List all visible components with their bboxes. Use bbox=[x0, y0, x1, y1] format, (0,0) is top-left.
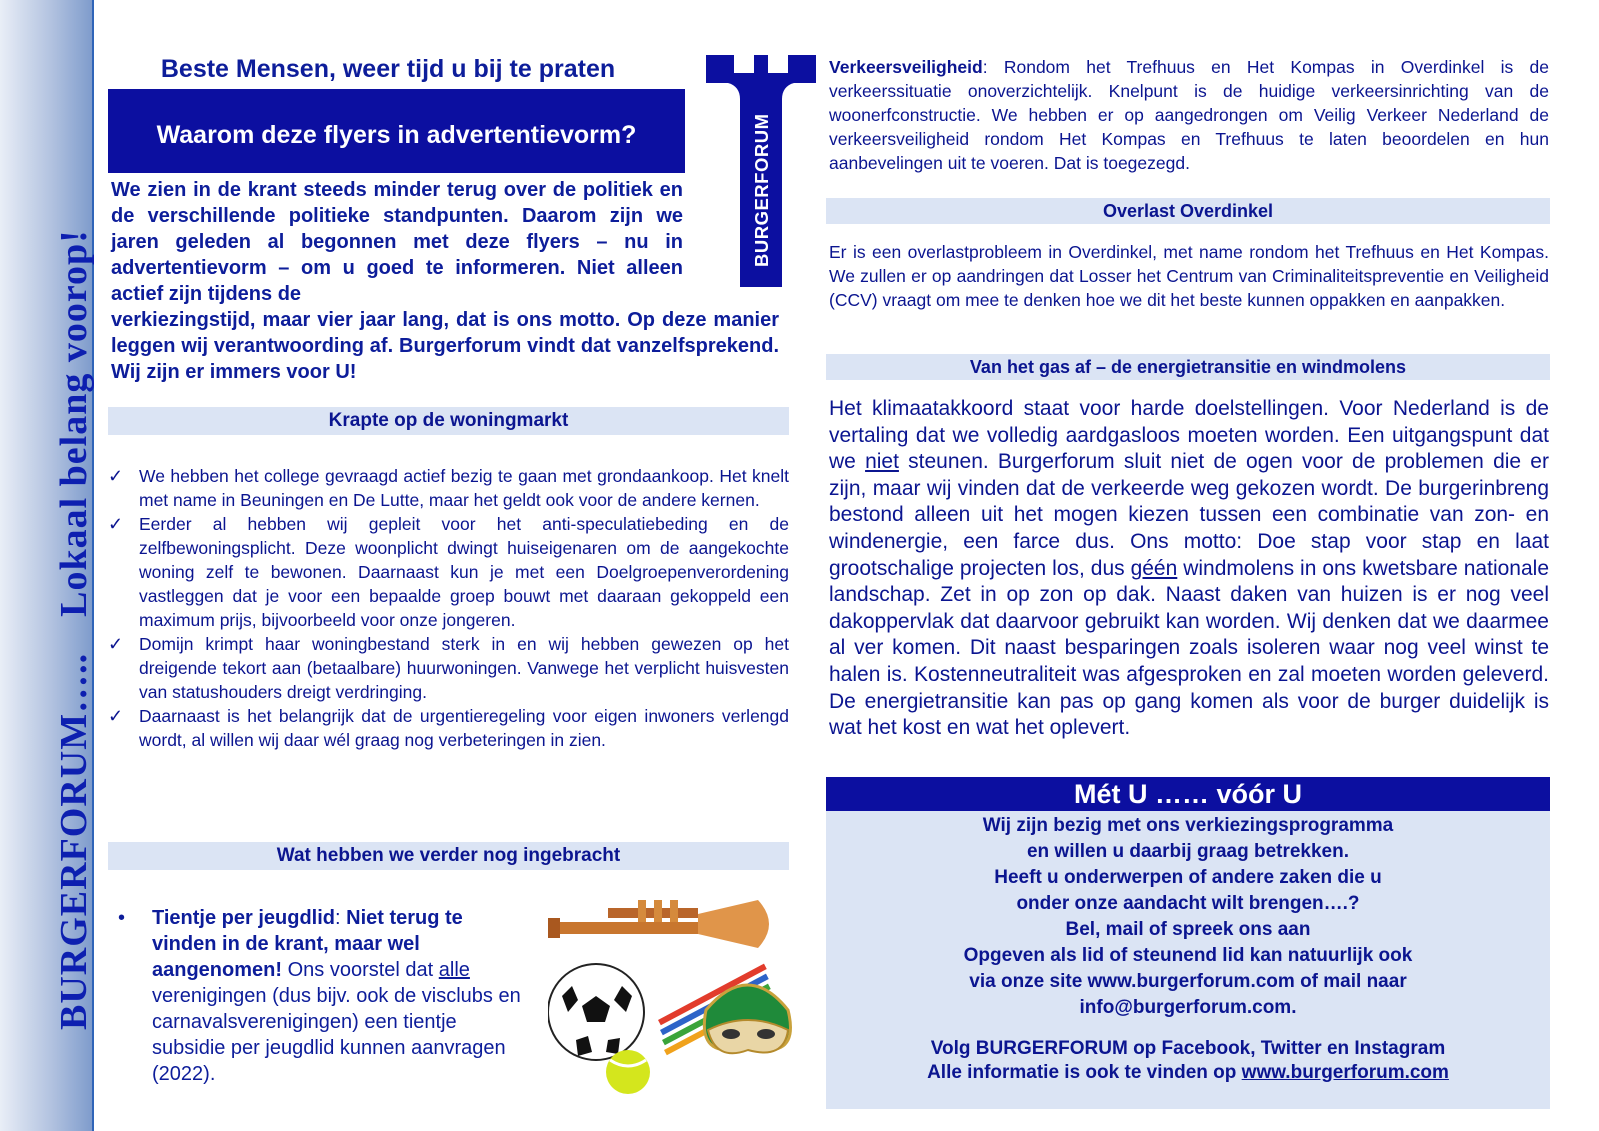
intro-text-narrow: We zien in de krant steeds minder terug over de politiek en de verschillende politieke standpunten. Daarom zijn we jaren geleden al begonnen met deze flyers – nu in advertentievorm – om u goed te informeren. Niet alleen actief zijn tijdens de bbox=[111, 179, 683, 305]
list-item: ✓ Eerder al hebben wij gepleit voor het anti-speculatiebeding en de zelfbewoningsplicht. Deze woonplicht dwingt huiseigenaren om de aangekochte woning zelf te bewonen. Daarnaast kun je met een Doelgroepenverordening vastleggen dat je voor een bepaalde groep bouwt met daaraan gekoppeld een maximum prijs, bijvoorbeeld voor onze jongeren. bbox=[108, 514, 789, 630]
illustration bbox=[548, 900, 818, 1110]
trumpet-icon bbox=[548, 900, 769, 948]
traffic-title: Verkeersveiligheid bbox=[829, 57, 983, 77]
traffic-paragraph: Verkeersveiligheid: Rondom het Trefhuus en Het Kompas in Overdinkel is de verkeerssituatie onoverzichtelijk. Knelpunt is de huidige verkeersinrichting van de woonerfconstructie. We hebben er op aangedrongen om Veilig Verkeer Nederland de verkeersveiligheid rondom Het Kompas en Trefhuus te laten beoordelen en hun aanbevelingen uit te voeren. Dat is toegezegd. bbox=[829, 57, 1549, 173]
nuisance-paragraph: Er is een overlastprobleem in Overdinkel, met name rondom het Trefhuus en Het Kompas. We zullen er op aandringen dat Losser het Centrum van Criminaliteitspreventie en Veiligheid (CCV) vraagt om mee te denken hoe we dit het beste kunnen oppakken en aanpakken. bbox=[829, 242, 1549, 310]
social-line: Volg BURGERFORUM op Facebook, Twitter en Instagram bbox=[930, 1038, 1446, 1059]
sidebar-slogan-left: BURGERFORUM….. bbox=[53, 652, 95, 1030]
logo-text: BURGERFORUM bbox=[751, 113, 772, 267]
section-heading-energy: Van het gas af – de energietransitie en windmolens bbox=[826, 354, 1550, 380]
youth-subsidy-item bbox=[116, 905, 526, 1087]
contact-heading: Mét U …… vóór U bbox=[826, 777, 1550, 811]
section-heading-nuisance: Overlast Overdinkel bbox=[826, 198, 1550, 224]
intro-paragraph bbox=[111, 177, 779, 385]
youth-subsidy-text: Tientje per jeugdlid: Niet terug te vinden in de krant, maar wel aangenomen! Ons voorstel dat alle verenigingen (dus bijv. ook de visclubs en carnavalsverenigingen) een tientje subsidie per jeugdlid kunnen aanvragen (2022). bbox=[152, 907, 521, 1085]
sidebar bbox=[0, 0, 94, 1131]
list-item: ✓ Daarnaast is het belangrijk dat de urgentieregeling voor eigen inwoners verlengd wordt, al willen wij daar wél graag nog verbeteringen in zien. bbox=[108, 706, 789, 750]
banner bbox=[108, 89, 685, 173]
burgerforum-logo bbox=[706, 55, 816, 287]
check-icon: ✓ bbox=[108, 706, 124, 726]
check-icon: ✓ bbox=[108, 466, 124, 486]
sidebar-slogan-right: Lokaal belang voorop! bbox=[53, 229, 95, 617]
social-block bbox=[826, 1037, 1550, 1085]
banner-title: Waarom deze flyers in advertentievorm? bbox=[156, 121, 637, 149]
check-icon: ✓ bbox=[108, 514, 124, 534]
contact-box bbox=[826, 811, 1550, 1109]
section-heading-housing: Krapte op de woningmarkt bbox=[108, 407, 789, 435]
sidebar-slogan bbox=[52, 229, 96, 1030]
info-line: Alle informatie is ook te vinden op www.burgerforum.com bbox=[927, 1062, 1449, 1083]
football-icon bbox=[548, 964, 644, 1060]
greeting-title: Beste Mensen, weer tijd u bij te praten bbox=[160, 55, 616, 83]
tennis-ball-icon bbox=[606, 1050, 650, 1094]
housing-checklist bbox=[108, 464, 789, 752]
list-item: ✓ We hebben het college gevraagd actief bezig te gaan met grondaankoop. Het knelt met name in Beuningen en De Lutte, maar het geldt ook voor de andere kernen. bbox=[108, 466, 789, 510]
bullet-icon: • bbox=[118, 907, 126, 929]
intro-text-wide: verkiezingstijd, maar vier jaar lang, dat is ons motto. Op deze manier leggen wij verantwoording af. Burgerforum vindt dat vanzelfsprekend. Wij zijn er immers voor U! bbox=[111, 309, 779, 383]
energy-paragraph: Het klimaatakkoord staat voor harde doelstellingen. Voor Nederland is de vertaling dat we volledig aardgasloos moeten worden. Een uitgangspunt dat we niet steunen. Burgerforum sluit niet de ogen voor de problemen die er zijn, maar wij vinden dat de verkeerde weg gekozen wordt. De burgerinbreng bestond alleen uit het mogen kiezen tussen een combinatie van zon- en windenergie, een farce dus. Ons motto: Doe stap voor stap en laat grootschalige projecten los, dus géén windmolens in ons kwetsbare nationale landschap. Zet in op zon op dak. Naast daken van huizen is er nog veel dakoppervlak dat daarvoor gebruikt kan worden. Wij denken dat we daarmee al ver komen. Dit naast besparingen zoals isoleren waar nog veel winst te halen is. Kostenneutraliteit was afgesproken en zal moeten worden geleverd. De energietransitie kan pas op gang komen als voor de burger duidelijk is wat het kost en wat het oplevert. bbox=[829, 397, 1549, 740]
list-item: ✓ Domijn krimpt haar woningbestand sterk in en wij hebben gewezen op het dreigende tekort aan (betaalbare) huurwoningen. Vanwege het verplicht huisvesten van statushouders dreigt verdringing. bbox=[108, 634, 789, 702]
section-heading-other: Wat hebben we verder nog ingebracht bbox=[108, 842, 789, 870]
website-link[interactable]: www.burgerforum.com bbox=[1241, 1062, 1449, 1083]
contact-lines: Wij zijn bezig met ons verkiezingsprogramma en willen u daarbij graag betrekken. Heeft u onderwerpen of andere zaken die u onder onze aandacht wilt brengen….? Bel, mail of spreek ons aan Opgeven als lid of steunend lid kan natuurlijk ook via onze site www.burgerforum.com of mail naar info@burgerforum.com. bbox=[963, 815, 1413, 1018]
check-icon: ✓ bbox=[108, 634, 124, 654]
